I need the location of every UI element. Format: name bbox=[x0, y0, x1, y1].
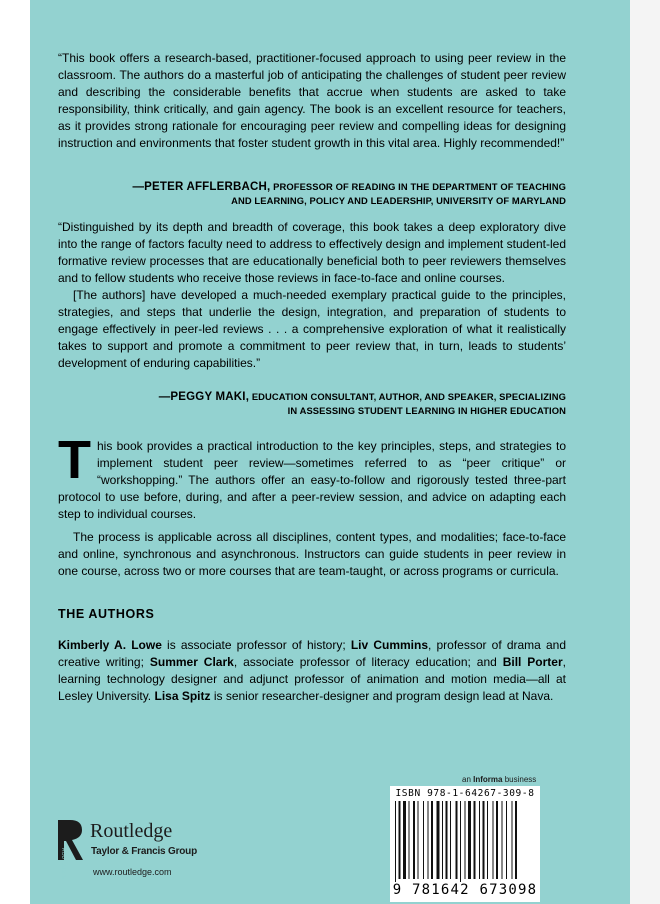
barcode-bar bbox=[512, 801, 513, 879]
barcode-bar bbox=[413, 801, 415, 879]
barcode-digits: 9 781642 673098 bbox=[390, 882, 540, 898]
barcode-bar bbox=[431, 801, 433, 879]
barcode-bar bbox=[399, 801, 401, 879]
page-edge bbox=[630, 0, 660, 904]
endorsement-1 bbox=[58, 50, 566, 152]
barcode-bar bbox=[460, 801, 461, 883]
barcode-bar bbox=[437, 801, 440, 879]
barcode-bar bbox=[456, 801, 458, 879]
endorsement-2 bbox=[58, 219, 566, 372]
barcode-bar bbox=[506, 801, 507, 879]
endorsement-quote-cont: [The authors] have developed a much-needed exemplary practical guide to the principles, strategies, and steps that underlie the design, integration, and preparation of students to engage effectively in peer-led reviews . . . a comprehensive exploration of what it realistically takes to support and promote a commitment to peer review that, in turn, leads to students’ development of enduring capabilities.” bbox=[58, 288, 566, 370]
endorser-affiliation: PROFESSOR OF READING IN THE DEPARTMENT OF TEACHING bbox=[273, 181, 566, 192]
endorser-affiliation-cont: IN ASSESSING STUDENT LEARNING IN HIGHER EDUCATION bbox=[287, 405, 566, 416]
barcode-bar bbox=[483, 801, 485, 879]
author-name: Summer Clark bbox=[149, 655, 234, 669]
endorser-affiliation: EDUCATION CONSULTANT, AUTHOR, AND SPEAKER, SPECIALIZING bbox=[251, 391, 566, 402]
barcode-bar bbox=[502, 801, 503, 879]
barcode-bar bbox=[496, 801, 498, 879]
barcode-bar bbox=[423, 801, 424, 879]
barcode-bar bbox=[442, 801, 443, 879]
drop-cap: T bbox=[58, 430, 91, 490]
description-paragraph-1: This book provides a practical introduction to the key principles, steps, and strategies to implement student peer review—sometimes referred to as “peer critique” or “workshopping.” The authors offer an easy-to-follow and rigorously tested three-part protocol to use before, during, and after a peer-review session, and advice on adapting each step to individual courses. bbox=[58, 430, 566, 521]
author-name: Liv Cummins bbox=[350, 638, 429, 652]
barcode-bar bbox=[493, 801, 494, 879]
informa-business-line: an Informa business bbox=[462, 775, 537, 784]
barcode-bar bbox=[409, 801, 410, 879]
barcode-bar bbox=[450, 801, 451, 879]
publisher-name: Routledge bbox=[90, 820, 173, 842]
endorsement-quote: “Distinguished by its depth and breadth of coverage, this book takes a deep exploratory dive into the range of factors faculty need to address to effectively design and implement student-led formative review processes that are educationally beneficial both to peer reviewers themselves and to fellow students who receive those reviews in face-to-face and online courses. bbox=[58, 220, 566, 285]
authors-bio: Kimberly A. Lowe is associate professor of history; Liv Cummins, professor of drama and creative writing; Summer Clark, associate professor of literacy education; and Bill Porter, learning technology designer and adjunct professor of animation and motion media—all at Lesley University. Lisa Spitz is senior researcher-designer and program design lead at Nava. bbox=[58, 638, 567, 703]
publisher-url: www.routledge.com bbox=[93, 867, 172, 877]
publisher-group: Taylor & Francis Group bbox=[91, 846, 197, 857]
barcode-bar bbox=[487, 801, 488, 879]
barcode-bar bbox=[468, 801, 471, 879]
barcode-bar bbox=[479, 801, 480, 879]
barcode-bar bbox=[474, 801, 476, 879]
book-description bbox=[58, 430, 566, 580]
barcode-bar bbox=[515, 801, 517, 879]
routledge-logo-icon bbox=[56, 818, 86, 880]
barcode-bars bbox=[394, 801, 536, 883]
endorsement-2-attribution bbox=[58, 390, 566, 418]
authors-heading: THE AUTHORS bbox=[58, 607, 155, 621]
author-name: Lisa Spitz bbox=[154, 689, 211, 703]
authors-section bbox=[58, 607, 566, 705]
endorser-name: —PEGGY MAKI, bbox=[158, 391, 250, 403]
endorser-name: —PETER AFFLERBACH, bbox=[132, 181, 271, 193]
barcode-bar bbox=[395, 801, 396, 883]
barcode-bar bbox=[428, 801, 429, 879]
description-paragraph-2: The process is applicable across all disciplines, content types, and modalities; face-to-face and online, synchronous and asynchronous. Instructors can guide students in peer review in one course, across two or more courses that are team-taught, or across programs or curricula. bbox=[58, 530, 566, 578]
barcode-bar bbox=[418, 801, 419, 879]
endorsement-1-attribution bbox=[58, 180, 566, 208]
endorsement-quote: “This book offers a research-based, practitioner-focused approach to using peer review in the classroom. The authors do a masterful job of anticipating the challenges of student peer review and describing the considerable benefits that accrue when students are asked to take responsibility, think critically, and gain agency. The book is an excellent resource for teachers, as it provides strong rationale for encouraging peer review and compelling ideas for designing instruction and environments that foster student growth in this vital area. Highly recommended!” bbox=[58, 51, 566, 150]
barcode-bar bbox=[446, 801, 448, 879]
barcode-bar bbox=[403, 801, 406, 879]
author-name: Kimberly A. Lowe bbox=[58, 638, 162, 652]
author-name: Bill Porter bbox=[502, 655, 563, 669]
isbn-barcode bbox=[390, 786, 540, 902]
isbn-label: ISBN 978-1-64267-309-8 bbox=[395, 788, 535, 799]
barcode-bar bbox=[465, 801, 466, 879]
endorser-affiliation-cont: AND LEARNING, POLICY AND LEADERSHIP, UNIVERSITY OF MARYLAND bbox=[231, 195, 566, 206]
logo-mark-text: ROUTLEDGE bbox=[60, 848, 66, 880]
